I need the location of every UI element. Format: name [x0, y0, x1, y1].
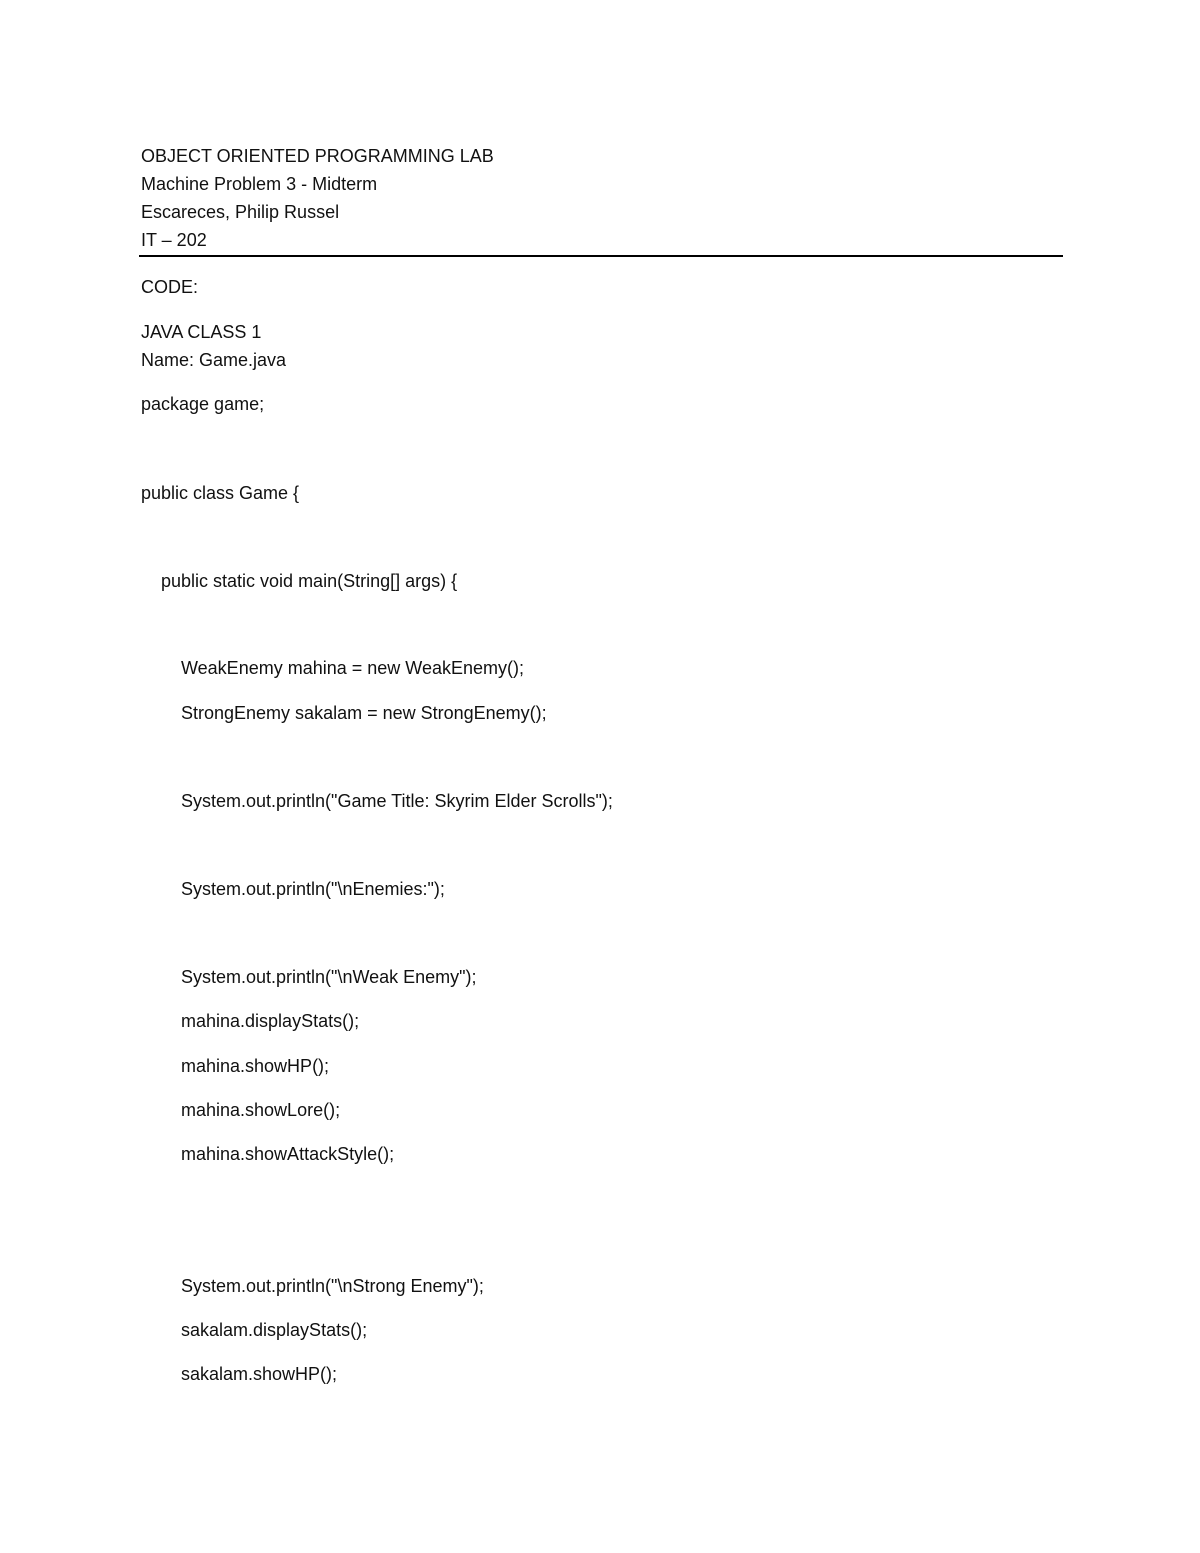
code-line: public class Game {: [141, 483, 300, 503]
code-line: mahina.showLore();: [181, 1100, 341, 1120]
code-line: System.out.println("\nEnemies:");: [181, 879, 445, 899]
header-divider: [139, 255, 1063, 257]
course-title: OBJECT ORIENTED PROGRAMMING LAB: [141, 146, 494, 166]
code-line: package game;: [141, 394, 265, 414]
code-line: WeakEnemy mahina = new WeakEnemy();: [181, 658, 524, 678]
class-heading: JAVA CLASS 1: [141, 322, 262, 342]
code-line: mahina.showAttackStyle();: [181, 1144, 395, 1164]
code-line: public static void main(String[] args) {: [161, 571, 458, 591]
code-line: mahina.displayStats();: [181, 1011, 360, 1031]
code-line: StrongEnemy sakalam = new StrongEnemy();: [181, 703, 547, 723]
code-line: sakalam.showHP();: [181, 1364, 338, 1384]
code-line: System.out.println("\nWeak Enemy");: [181, 967, 477, 987]
code-line: System.out.println("Game Title: Skyrim Elder Scrolls");: [181, 791, 613, 811]
code-line: mahina.showHP();: [181, 1056, 330, 1076]
assignment-title: Machine Problem 3 - Midterm: [141, 174, 378, 194]
section-code: IT – 202: [141, 230, 207, 250]
student-name: Escareces, Philip Russel: [141, 202, 340, 222]
code-line: sakalam.displayStats();: [181, 1320, 368, 1340]
class-filename: Name: Game.java: [141, 350, 287, 370]
code-section-label: CODE:: [141, 277, 199, 297]
code-line: System.out.println("\nStrong Enemy");: [181, 1276, 484, 1296]
